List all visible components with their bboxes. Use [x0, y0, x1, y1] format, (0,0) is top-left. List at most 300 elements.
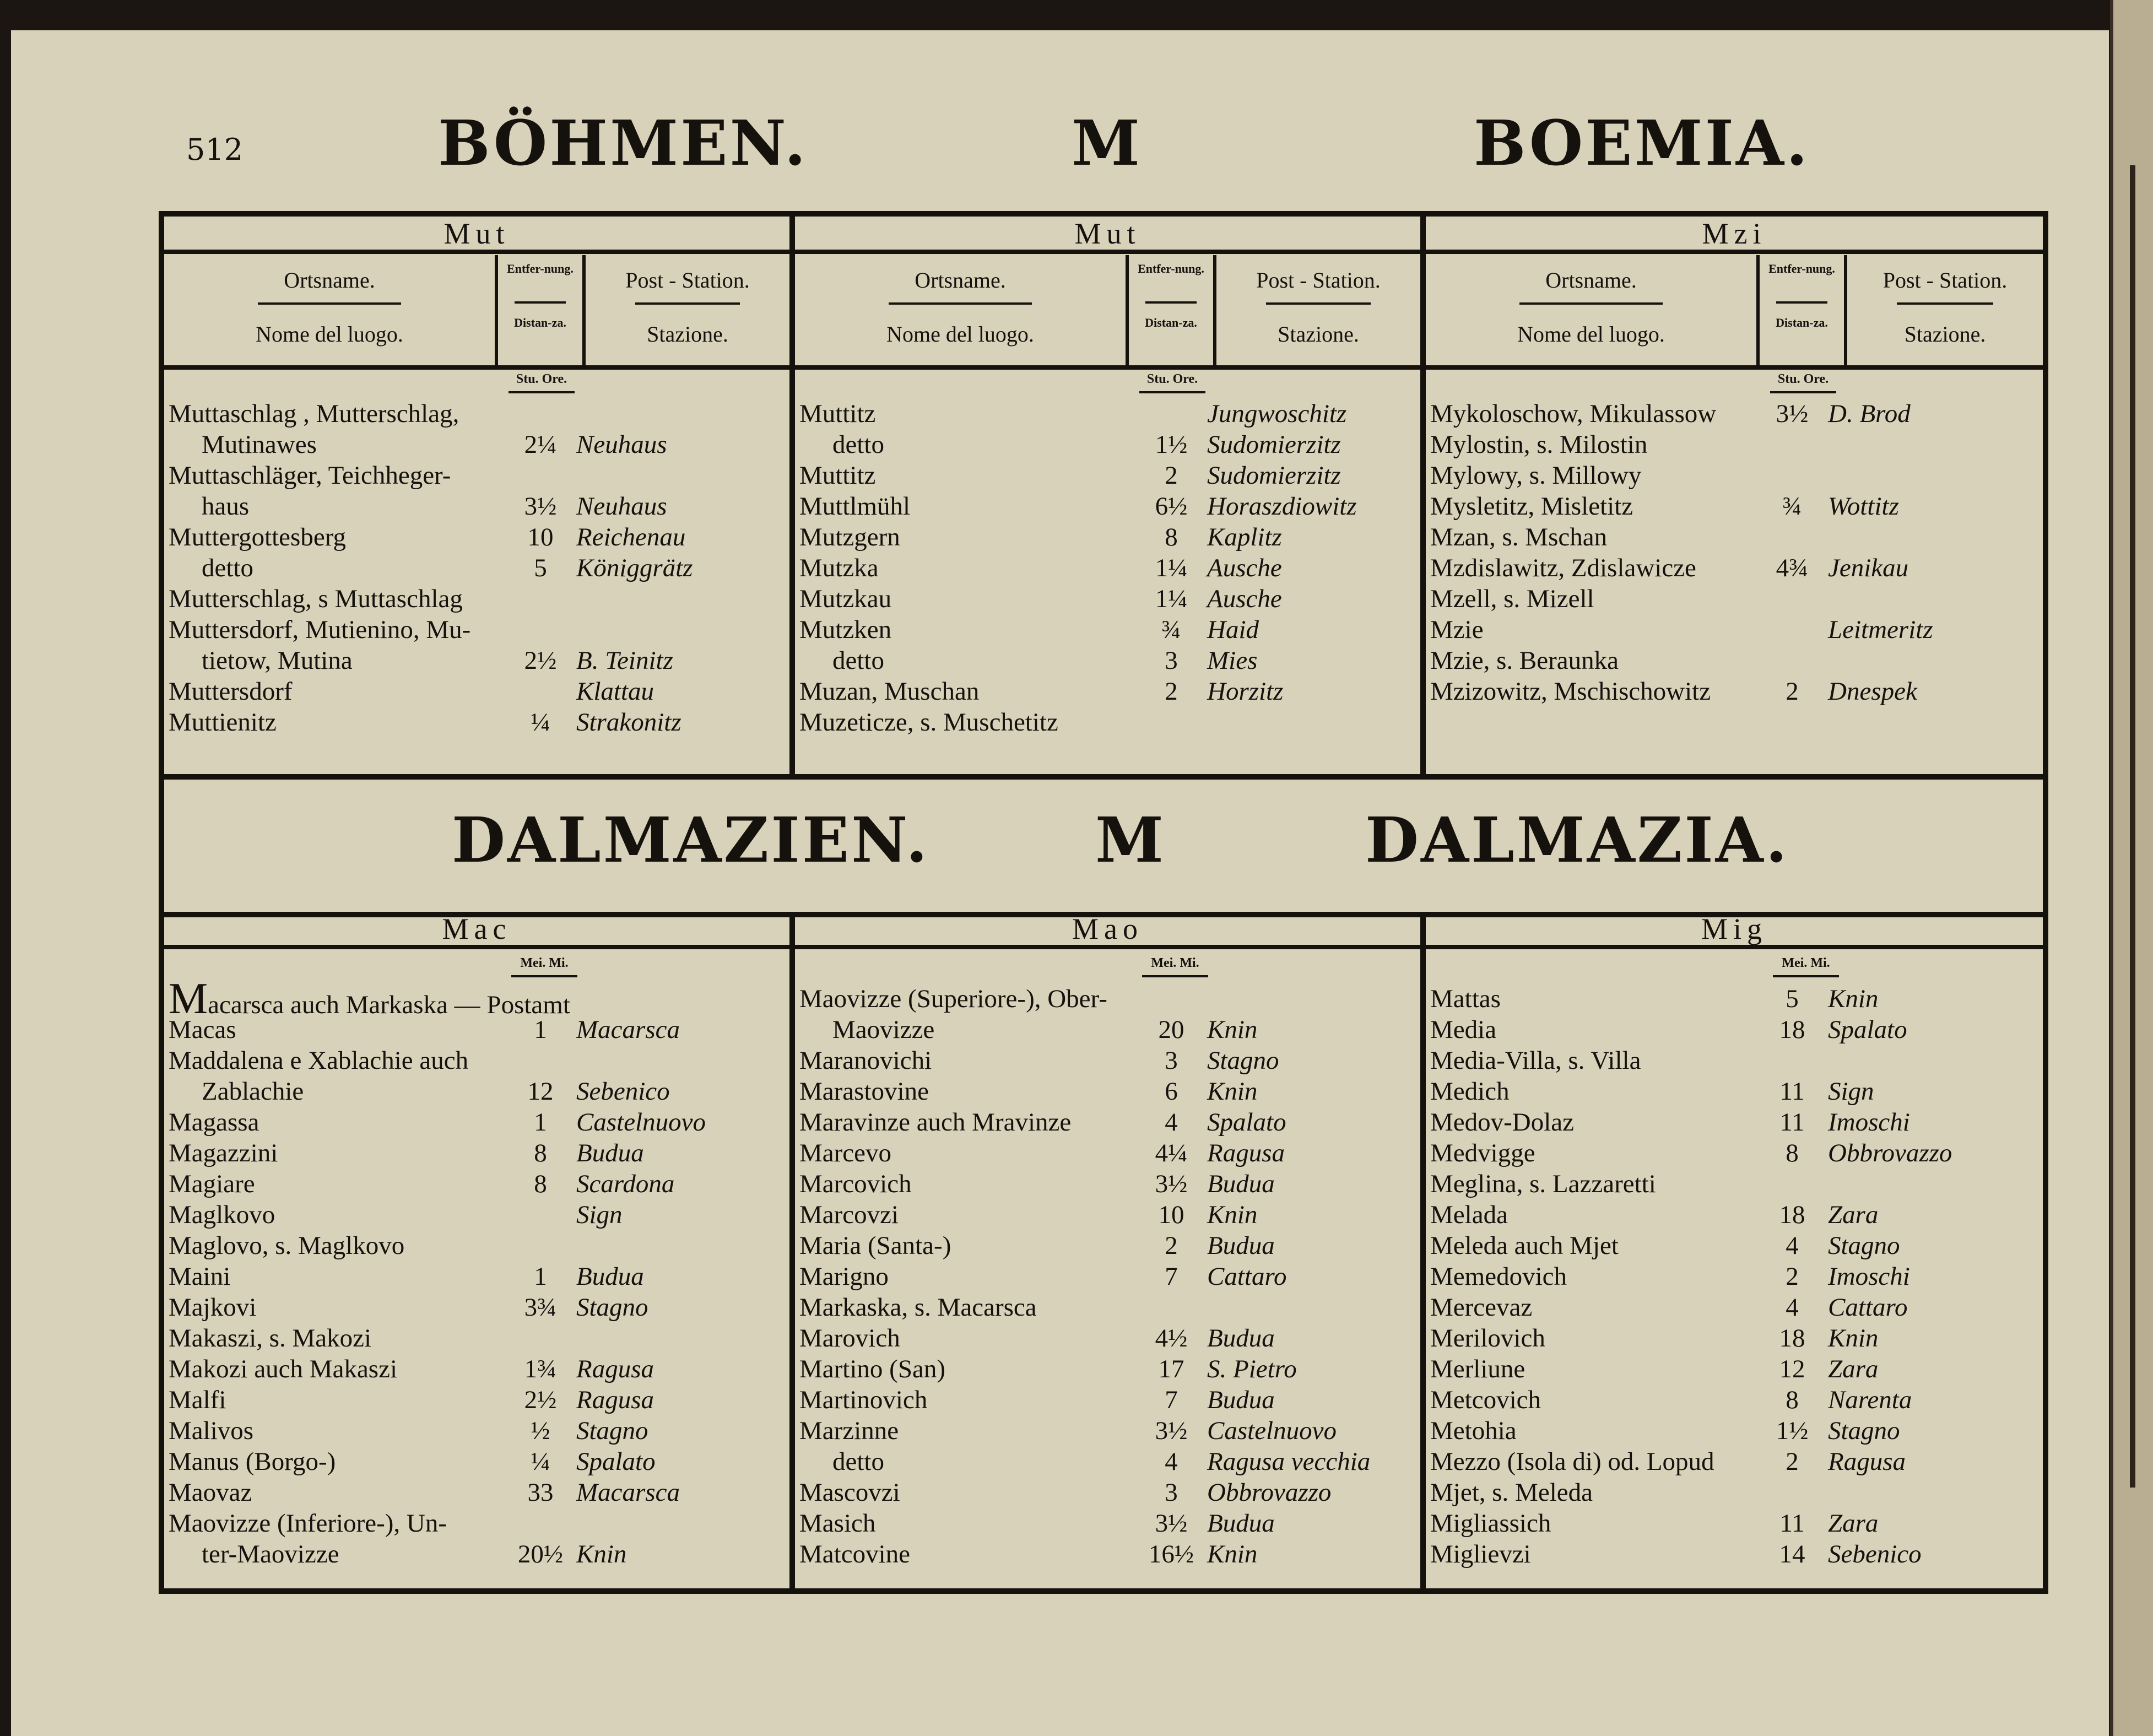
header-dist-it: Distan-za. — [1776, 316, 1828, 329]
post-station: B. Teinitz — [576, 646, 673, 675]
distance: 4½ — [1155, 1324, 1188, 1353]
header-name-de: Ortsname. — [1545, 268, 1637, 293]
post-station: Kaplitz — [1207, 523, 1282, 551]
place-name: Mzie, s. Beraunka — [1430, 646, 1619, 675]
entry-row — [799, 460, 1416, 491]
place-name: Mercevaz — [1430, 1293, 1533, 1322]
place-name: Marigno — [799, 1262, 889, 1291]
entry-row — [799, 1539, 1416, 1570]
place-name: Muttaschläger, Teichheger- — [169, 461, 451, 490]
place-name: Mutzken — [799, 615, 892, 644]
distance: 17 — [1158, 1355, 1184, 1383]
entry-row — [169, 707, 785, 738]
place-name: Marzinne — [799, 1416, 899, 1445]
entry-row — [1430, 491, 2038, 522]
dalmatia_cols-column-1 — [795, 912, 1426, 1588]
entry-row — [169, 1230, 785, 1261]
entry-row — [1430, 1045, 2038, 1076]
distance: 3½ — [1155, 1170, 1188, 1198]
header-post-de: Post - Station. — [1882, 268, 2008, 293]
distance: 1½ — [1776, 1416, 1809, 1445]
header-place-name — [164, 255, 495, 365]
distance: 2½ — [524, 646, 557, 675]
entry-row — [169, 1508, 785, 1539]
header-name-it: Nome del luogo. — [886, 322, 1034, 347]
entry-row — [169, 491, 785, 522]
entry-row — [1430, 429, 2038, 460]
entry-row — [799, 1014, 1416, 1045]
header-distance — [1126, 255, 1216, 365]
post-station: Budua — [1207, 1386, 1275, 1414]
place-name: Metcovich — [1430, 1386, 1541, 1414]
entry-row — [1430, 1508, 2038, 1539]
distance: 11 — [1779, 1108, 1805, 1137]
header-dist-it: Distan-za. — [514, 316, 566, 329]
place-name: Maddalena e Xablachie auch — [169, 1046, 469, 1075]
place-name: Muttergottesberg — [169, 523, 347, 551]
distance: 2 — [1786, 1447, 1799, 1476]
post-station: Mies — [1207, 646, 1258, 675]
distance-unit-label: Stu. Ore. — [1134, 372, 1211, 387]
distance: 3½ — [1776, 399, 1809, 428]
post-station: S. Pietro — [1207, 1355, 1297, 1383]
place-name: Miglievzi — [1430, 1540, 1531, 1569]
distance: 1 — [534, 1108, 547, 1137]
place-name: Muttienitz — [169, 708, 277, 737]
distance: ¾ — [1782, 492, 1802, 521]
place-name: Maglovo, s. Maglkovo — [169, 1231, 405, 1260]
distance: 2 — [1165, 677, 1178, 706]
post-station: Obbrovazzo — [1828, 1139, 1952, 1167]
distance: 4 — [1786, 1231, 1799, 1260]
place-name: Medich — [1430, 1077, 1510, 1106]
post-station: Budua — [1207, 1231, 1275, 1260]
place-name: Mzizowitz, Mschischowitz — [1430, 677, 1711, 706]
entry-row — [169, 614, 785, 645]
post-station: Zara — [1828, 1355, 1879, 1383]
post-station: Imoschi — [1828, 1262, 1910, 1291]
entry-row — [1430, 614, 2038, 645]
header-rule — [889, 302, 1032, 305]
place-name: Maglkovo — [169, 1200, 275, 1229]
entry-row — [1430, 460, 2038, 491]
distance: 1½ — [1155, 430, 1188, 459]
distance: 2 — [1165, 1231, 1178, 1260]
post-station: Neuhaus — [576, 430, 667, 459]
post-station: Knin — [1207, 1015, 1258, 1044]
place-name: Magassa — [169, 1108, 259, 1137]
post-station: Stagno — [576, 1293, 648, 1322]
post-station: Sebenico — [576, 1077, 670, 1106]
distance: 2½ — [524, 1386, 557, 1414]
place-name: detto — [832, 430, 884, 459]
place-name: Malfi — [169, 1386, 226, 1414]
post-station: Cattaro — [1207, 1262, 1287, 1291]
post-station: Stagno — [1828, 1231, 1900, 1260]
post-station: Knin — [1207, 1540, 1258, 1569]
place-name: Mzdislawitz, Zdislawicze — [1430, 554, 1696, 582]
distance: 4 — [1165, 1108, 1178, 1137]
entry-row — [169, 1292, 785, 1323]
post-station: Budua — [1207, 1170, 1275, 1198]
entry-row — [1430, 398, 2038, 429]
post-station: Knin — [1828, 985, 1879, 1013]
distance: 4¾ — [1776, 554, 1809, 582]
place-name: Markaska, s. Macarsca — [799, 1293, 1037, 1322]
entry-row — [1430, 676, 2038, 707]
place-name: Melada — [1430, 1200, 1508, 1229]
column-title: Mut — [164, 217, 789, 254]
distance: 7 — [1165, 1262, 1178, 1291]
entry-row — [169, 1477, 785, 1508]
post-station: Jungwoschitz — [1207, 399, 1347, 428]
place-name: Martino (San) — [799, 1355, 945, 1383]
entry-row — [169, 429, 785, 460]
place-name: Mutzka — [799, 554, 879, 582]
place-name: Merilovich — [1430, 1324, 1545, 1353]
place-name: Mzie — [1430, 615, 1484, 644]
distance: 12 — [527, 1077, 554, 1106]
entry-row — [1430, 1539, 2038, 1570]
distance: 3 — [1165, 1046, 1178, 1075]
post-station: Imoschi — [1828, 1108, 1910, 1137]
entry-row — [169, 1415, 785, 1446]
distance: 18 — [1779, 1015, 1805, 1044]
section-header-dalmatia — [164, 774, 2043, 917]
post-station: Ragusa vecchia — [1207, 1447, 1371, 1476]
section-header-bohemia — [160, 107, 2044, 179]
entry-row — [169, 676, 785, 707]
entry-row — [799, 645, 1416, 676]
place-name: Mzell, s. Mizell — [1430, 585, 1594, 613]
post-station: Wottitz — [1828, 492, 1899, 521]
place-name: detto — [832, 646, 884, 675]
distance: 8 — [1786, 1386, 1799, 1414]
header-name-de: Ortsname. — [284, 268, 375, 293]
header-dist-de: Entfer-nung. — [1138, 262, 1204, 275]
post-station: Zara — [1828, 1509, 1879, 1538]
distance: 14 — [1779, 1540, 1805, 1569]
place-name: Muzan, Muschan — [799, 677, 980, 706]
entry-row — [1430, 1385, 2038, 1415]
drop-initial: M — [169, 975, 208, 1023]
place-name: Marcevo — [799, 1139, 892, 1167]
entry-row — [1430, 553, 2038, 583]
place-name: Magazzini — [169, 1139, 278, 1167]
place-name: Muttersdorf, Mutienino, Mu- — [169, 615, 471, 644]
header-post-it: Stazione. — [1904, 322, 1986, 347]
gazetteer-panel — [159, 211, 2048, 1594]
entry-row — [799, 1323, 1416, 1354]
distance: 6½ — [1155, 492, 1188, 521]
header-rule — [1266, 302, 1371, 305]
entry-row — [169, 1169, 785, 1199]
distance: 2 — [1165, 461, 1178, 490]
post-station: Macarsca — [576, 1015, 680, 1044]
post-station: Knin — [1828, 1324, 1879, 1353]
distance: 10 — [527, 523, 554, 551]
post-station: Horzitz — [1207, 677, 1284, 706]
place-name: Metohia — [1430, 1416, 1517, 1445]
place-name: Marastovine — [799, 1077, 929, 1106]
post-station: Reichenau — [576, 523, 686, 551]
post-station: Leitmeritz — [1828, 615, 1933, 644]
place-name: ter-Maovizze — [202, 1540, 339, 1569]
entry-row — [169, 460, 785, 491]
entry-row — [799, 1446, 1416, 1477]
place-name-text: acarsca auch Markaska — Postamt — [208, 991, 570, 1019]
header-rule — [1145, 301, 1197, 304]
distance: 5 — [534, 554, 547, 582]
entry-row — [799, 676, 1416, 707]
entry-row — [799, 707, 1416, 738]
entry-row — [1430, 1107, 2038, 1138]
distance-unit-label: Mei. Mi. — [506, 956, 583, 971]
entry-row — [799, 614, 1416, 645]
place-name: Muzeticze, s. Muschetitz — [799, 708, 1058, 737]
post-station: Spalato — [1828, 1015, 1907, 1044]
header-post-de: Post - Station. — [625, 268, 750, 293]
header-name-de: Ortsname. — [915, 268, 1006, 293]
bohemia_cols-column-2 — [1426, 217, 2043, 774]
entry-row — [799, 1261, 1416, 1292]
entry-row — [799, 429, 1416, 460]
place-name: Malivos — [169, 1416, 254, 1445]
entry-row — [1430, 1014, 2038, 1045]
distance: 1¼ — [1155, 554, 1188, 582]
entry-row — [799, 1076, 1416, 1107]
entry-row — [799, 553, 1416, 583]
place-name: Mzan, s. Mschan — [1430, 523, 1608, 551]
post-station: Klattau — [576, 677, 654, 706]
entry-list — [1430, 398, 2038, 707]
entry-row — [169, 1446, 785, 1477]
dalmatia_cols-column-2 — [1426, 912, 2043, 1588]
place-name: Martinovich — [799, 1386, 928, 1414]
entry-row — [169, 1385, 785, 1415]
post-station: Ragusa — [576, 1355, 654, 1383]
place-name: Media — [1430, 1015, 1497, 1044]
post-station: Spalato — [576, 1447, 656, 1476]
post-station: Sign — [1828, 1077, 1874, 1106]
place-name: Maovizze — [832, 1015, 935, 1044]
place-name: Memedovich — [1430, 1262, 1567, 1291]
place-name: Mattas — [1430, 985, 1501, 1013]
place-name: Mutinawes — [202, 430, 317, 459]
place-name: Mezzo (Isola di) od. Lopud — [1430, 1447, 1714, 1476]
column-header — [164, 255, 789, 370]
entry-row — [799, 1292, 1416, 1323]
place-name: Maovizze (Inferiore-), Un- — [169, 1509, 447, 1538]
dalmatia_cols-column-0 — [164, 912, 795, 1588]
entry-row — [169, 583, 785, 614]
entry-row — [169, 1261, 785, 1292]
post-station: Jenikau — [1828, 554, 1909, 582]
place-name: Matcovine — [799, 1540, 910, 1569]
header-rule — [1776, 301, 1827, 304]
entry-row — [1430, 1138, 2038, 1169]
distance: 20 — [1158, 1015, 1184, 1044]
distance-unit-label: Stu. Ore. — [1765, 372, 1842, 387]
post-station: Sebenico — [1828, 1540, 1922, 1569]
post-station: Ausche — [1207, 554, 1282, 582]
entry-row — [1430, 1169, 2038, 1199]
entry-list — [169, 398, 785, 738]
post-station: Ausche — [1207, 585, 1282, 613]
place-name: Marcovzi — [799, 1200, 899, 1229]
entry-row — [169, 522, 785, 553]
mid-header-letter: M — [1095, 804, 1166, 877]
distance: 11 — [1779, 1509, 1805, 1538]
entry-list — [169, 975, 785, 1570]
entry-row — [1430, 1199, 2038, 1230]
post-station: Narenta — [1828, 1386, 1912, 1414]
distance: ¾ — [1161, 615, 1181, 644]
distance: 8 — [534, 1170, 547, 1198]
post-station: Spalato — [1207, 1108, 1286, 1137]
entry-row — [799, 398, 1416, 429]
column-title: Mac — [164, 912, 789, 949]
place-name: Mutterschlag, s Muttaschlag — [169, 585, 463, 613]
place-name: Medvigge — [1430, 1139, 1535, 1167]
distance: 12 — [1779, 1355, 1805, 1383]
place-name: Manus (Borgo-) — [169, 1447, 336, 1476]
header-post-station — [1847, 255, 2043, 365]
entry-row — [169, 398, 785, 429]
entry-row — [799, 983, 1416, 1014]
entry-row — [799, 1415, 1416, 1446]
place-name: Muttaschlag , Mutterschlag, — [169, 399, 459, 428]
entry-row — [1430, 1292, 2038, 1323]
distance: ¼ — [531, 1447, 550, 1476]
entry-row — [169, 553, 785, 583]
distance: 1 — [534, 1262, 547, 1291]
post-station: Sign — [576, 1200, 623, 1229]
post-station: Ragusa — [1828, 1447, 1906, 1476]
header-place-name — [795, 255, 1126, 365]
post-station: Budua — [576, 1262, 644, 1291]
header-dist-it: Distan-za. — [1145, 316, 1197, 329]
mid-header-left: DALMAZIEN. — [452, 804, 930, 877]
entry-row — [169, 975, 785, 1023]
entry-row — [169, 1354, 785, 1385]
column-title: Mzi — [1426, 217, 2043, 254]
place-name: Marcovich — [799, 1170, 912, 1198]
entry-row — [1430, 522, 2038, 553]
header-rule — [1897, 302, 1993, 305]
entry-row — [169, 645, 785, 676]
entry-row — [799, 491, 1416, 522]
post-station: Obbrovazzo — [1207, 1478, 1332, 1507]
post-station: Budua — [576, 1139, 644, 1167]
post-station: Knin — [1207, 1077, 1258, 1106]
entry-row — [799, 1354, 1416, 1385]
distance: 4 — [1786, 1293, 1799, 1322]
post-station: Ragusa — [1207, 1139, 1285, 1167]
entry-list — [799, 983, 1416, 1570]
place-name: Muttitz — [799, 461, 876, 490]
entry-row — [169, 1107, 785, 1138]
entry-row — [799, 1508, 1416, 1539]
distance: 1¼ — [1155, 585, 1188, 613]
distance: 8 — [1165, 523, 1178, 551]
post-station: Budua — [1207, 1324, 1275, 1353]
place-name: detto — [832, 1447, 884, 1476]
post-station: Knin — [576, 1540, 627, 1569]
post-station: Dnespek — [1828, 677, 1917, 706]
place-name: Masich — [799, 1509, 876, 1538]
place-name: detto — [202, 554, 253, 582]
entry-row — [1430, 1477, 2038, 1508]
header-left: BÖHMEN. — [438, 107, 808, 180]
post-station: Stagno — [1207, 1046, 1279, 1075]
header-rule — [515, 301, 566, 304]
header-name-it: Nome del luogo. — [1517, 322, 1665, 347]
distance: 6 — [1165, 1077, 1178, 1106]
post-station: Neuhaus — [576, 492, 667, 521]
header-rule — [1519, 302, 1663, 305]
entry-row — [169, 1014, 785, 1045]
distance: 1 — [534, 1015, 547, 1044]
place-name: Macas — [169, 1015, 236, 1044]
entry-row — [169, 1045, 785, 1076]
place-name: Mylowy, s. Millowy — [1430, 461, 1642, 490]
column-header — [795, 255, 1420, 370]
distance-unit-label: Mei. Mi. — [1137, 956, 1214, 971]
distance: 10 — [1158, 1200, 1184, 1229]
header-post-de: Post - Station. — [1256, 268, 1381, 293]
post-station: Cattaro — [1828, 1293, 1908, 1322]
header-letter: M — [1072, 107, 1142, 180]
entry-row — [169, 1199, 785, 1230]
distance: 16½ — [1148, 1540, 1194, 1569]
place-name: Maovaz — [169, 1478, 252, 1507]
header-dist-de: Entfer-nung. — [507, 262, 574, 275]
entry-row — [1430, 1354, 2038, 1385]
distance: 3 — [1165, 1478, 1178, 1507]
header-right: BOEMIA. — [1474, 107, 1810, 180]
column-title: Mut — [795, 217, 1420, 254]
post-station: D. Brod — [1828, 399, 1911, 428]
distance-unit-label: Stu. Ore. — [503, 372, 580, 387]
bohemia_cols-column-1 — [795, 217, 1426, 774]
header-name-it: Nome del luogo. — [256, 322, 403, 347]
entry-row — [799, 1477, 1416, 1508]
entry-row — [1430, 1076, 2038, 1107]
place-name: Maria (Santa-) — [799, 1231, 951, 1260]
header-distance — [1756, 255, 1847, 365]
header-rule — [635, 302, 740, 305]
place-name: Merliune — [1430, 1355, 1526, 1383]
header-distance — [495, 255, 586, 365]
entry-row — [799, 583, 1416, 614]
post-station: Castelnuovo — [1207, 1416, 1337, 1445]
place-name: tietow, Mutina — [202, 646, 353, 675]
distance: 2¼ — [524, 430, 557, 459]
post-station: Haid — [1207, 615, 1259, 644]
place-name: Mutzkau — [799, 585, 892, 613]
book-page — [11, 30, 2109, 1736]
place-name: Maravinze auch Mravinze — [799, 1108, 1072, 1137]
column-header — [1426, 255, 2043, 370]
distance: 8 — [1786, 1139, 1799, 1167]
distance: 11 — [1779, 1077, 1805, 1106]
entry-row — [799, 522, 1416, 553]
post-station: Stagno — [1828, 1416, 1900, 1445]
post-station: Königgrätz — [576, 554, 693, 582]
post-station: Budua — [1207, 1509, 1275, 1538]
column-title: Mig — [1426, 912, 2043, 949]
